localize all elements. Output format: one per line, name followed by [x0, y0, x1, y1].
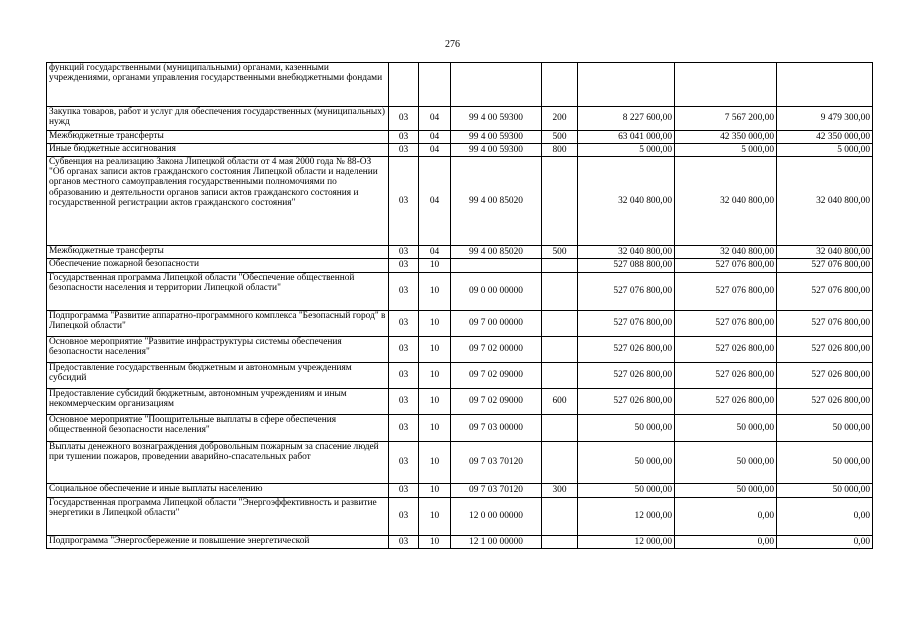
cell-sum-year2: 50 000,00	[675, 484, 777, 498]
cell-name: Межбюджетные трансферты	[47, 131, 389, 144]
table-row	[47, 311, 873, 337]
cell-target-article: 99 4 00 59300	[451, 131, 542, 144]
cell-sum-year1: 50 000,00	[578, 415, 675, 442]
cell-sum-year3: 50 000,00	[777, 442, 873, 484]
cell-sum-year1: 32 040 800,00	[578, 157, 675, 246]
cell-sum-year3: 527 026 800,00	[777, 389, 873, 415]
cell-section: 03	[389, 107, 419, 131]
cell-target-article: 99 4 00 85020	[451, 246, 542, 259]
cell-sum-year2: 527 026 800,00	[675, 363, 777, 389]
cell-sum-year2: 527 026 800,00	[675, 337, 777, 363]
cell-name: Основное мероприятие "Развитие инфраструктуры системы обеспечения безопасности населения"	[47, 337, 389, 363]
cell-sum-year1: 50 000,00	[578, 442, 675, 484]
cell-section: 03	[389, 144, 419, 157]
cell-sum-year2: 32 040 800,00	[675, 157, 777, 246]
cell-expense-type: 600	[542, 389, 578, 415]
cell-sum-year1: 32 040 800,00	[578, 246, 675, 259]
cell-subsection: 04	[419, 246, 451, 259]
cell-section: 03	[389, 131, 419, 144]
cell-name: Иные бюджетные ассигнования	[47, 144, 389, 157]
cell-section: 03	[389, 363, 419, 389]
cell-section: 03	[389, 273, 419, 311]
table-row	[47, 144, 873, 157]
table-row	[47, 498, 873, 536]
cell-expense-type	[542, 259, 578, 273]
cell-section: 03	[389, 415, 419, 442]
cell-sum-year3: 5 000,00	[777, 144, 873, 157]
cell-name: Государственная программа Липецкой области "Обеспечение общественной безопасности населения и территории Липецкой области"	[47, 273, 389, 311]
cell-section: 03	[389, 536, 419, 549]
cell-name: Закупка товаров, работ и услуг для обеспечения государственных (муниципальных) нужд	[47, 107, 389, 131]
cell-expense-type	[542, 536, 578, 549]
cell-section: 03	[389, 246, 419, 259]
cell-section	[389, 63, 419, 107]
table-row	[47, 259, 873, 273]
cell-name: Подпрограмма "Развитие аппаратно-программного комплекса "Безопасный город" в Липецкой области"	[47, 311, 389, 337]
cell-sum-year1: 527 088 800,00	[578, 259, 675, 273]
cell-subsection: 10	[419, 311, 451, 337]
cell-target-article: 09 7 03 70120	[451, 484, 542, 498]
table-row	[47, 536, 873, 549]
table-row	[47, 107, 873, 131]
cell-sum-year1: 12 000,00	[578, 498, 675, 536]
cell-subsection: 10	[419, 498, 451, 536]
cell-sum-year3: 527 076 800,00	[777, 311, 873, 337]
cell-target-article: 09 7 02 09000	[451, 363, 542, 389]
table-row	[47, 484, 873, 498]
cell-subsection: 04	[419, 144, 451, 157]
cell-sum-year2: 0,00	[675, 498, 777, 536]
cell-target-article: 12 1 00 00000	[451, 536, 542, 549]
cell-name: Межбюджетные трансферты	[47, 246, 389, 259]
cell-subsection: 10	[419, 259, 451, 273]
cell-section: 03	[389, 498, 419, 536]
cell-expense-type	[542, 337, 578, 363]
cell-section: 03	[389, 484, 419, 498]
table-row	[47, 415, 873, 442]
cell-name: Основное мероприятие "Поощрительные выплаты в сфере обеспечения общественной безопасности населения"	[47, 415, 389, 442]
cell-sum-year3: 32 040 800,00	[777, 157, 873, 246]
cell-section: 03	[389, 157, 419, 246]
cell-expense-type	[542, 63, 578, 107]
cell-target-article	[451, 63, 542, 107]
cell-name: Субвенция на реализацию Закона Липецкой области от 4 мая 2000 года № 88-ОЗ "Об органах записи актов гражданского состояния Липецкой области и наделении органов местного самоуправления государственными полномочиями по образованию и деятельности органов записи актов гражданского состояния и государственной регистрации актов гражданского состояния"	[47, 157, 389, 246]
cell-name: функций государственными (муниципальными) органами, казенными учреждениями, органами управления государственными внебюджетными фондами	[47, 63, 389, 107]
cell-section: 03	[389, 337, 419, 363]
cell-expense-type: 500	[542, 246, 578, 259]
cell-subsection: 10	[419, 536, 451, 549]
cell-expense-type	[542, 157, 578, 246]
cell-section: 03	[389, 311, 419, 337]
cell-sum-year3: 9 479 300,00	[777, 107, 873, 131]
cell-target-article: 99 4 00 85020	[451, 157, 542, 246]
cell-target-article: 99 4 00 59300	[451, 144, 542, 157]
cell-sum-year2: 0,00	[675, 536, 777, 549]
table-row	[47, 246, 873, 259]
cell-sum-year3: 42 350 000,00	[777, 131, 873, 144]
cell-expense-type	[542, 363, 578, 389]
cell-section: 03	[389, 442, 419, 484]
table-row	[47, 337, 873, 363]
cell-expense-type: 300	[542, 484, 578, 498]
cell-name: Выплаты денежного вознаграждения добровольным пожарным за спасение людей при тушении пожаров, проведении аварийно-спасательных работ	[47, 442, 389, 484]
cell-expense-type	[542, 273, 578, 311]
cell-sum-year3: 32 040 800,00	[777, 246, 873, 259]
cell-target-article	[451, 259, 542, 273]
cell-sum-year1: 8 227 600,00	[578, 107, 675, 131]
cell-sum-year1: 50 000,00	[578, 484, 675, 498]
cell-target-article: 99 4 00 59300	[451, 107, 542, 131]
cell-subsection: 04	[419, 157, 451, 246]
cell-name: Обеспечение пожарной безопасности	[47, 259, 389, 273]
cell-expense-type: 800	[542, 144, 578, 157]
cell-sum-year3: 50 000,00	[777, 415, 873, 442]
cell-sum-year1: 527 076 800,00	[578, 273, 675, 311]
cell-sum-year2: 42 350 000,00	[675, 131, 777, 144]
budget-table-body	[47, 63, 873, 549]
cell-sum-year2: 7 567 200,00	[675, 107, 777, 131]
cell-section: 03	[389, 259, 419, 273]
cell-expense-type	[542, 442, 578, 484]
cell-sum-year3: 0,00	[777, 498, 873, 536]
table-row	[47, 157, 873, 246]
table-row	[47, 389, 873, 415]
budget-table	[46, 62, 873, 549]
cell-subsection: 10	[419, 337, 451, 363]
table-row	[47, 442, 873, 484]
table-row	[47, 273, 873, 311]
cell-sum-year2: 50 000,00	[675, 442, 777, 484]
cell-subsection: 10	[419, 363, 451, 389]
cell-sum-year1: 63 041 000,00	[578, 131, 675, 144]
page-number: 276	[445, 39, 460, 50]
cell-sum-year1: 527 026 800,00	[578, 337, 675, 363]
cell-sum-year2: 527 076 800,00	[675, 259, 777, 273]
table-row	[47, 63, 873, 107]
cell-sum-year1: 527 076 800,00	[578, 311, 675, 337]
cell-sum-year2: 50 000,00	[675, 415, 777, 442]
cell-sum-year1: 5 000,00	[578, 144, 675, 157]
cell-name: Государственная программа Липецкой области "Энергоэффективность и развитие энергетики в Липецкой области"	[47, 498, 389, 536]
cell-sum-year2: 527 076 800,00	[675, 273, 777, 311]
cell-sum-year2: 5 000,00	[675, 144, 777, 157]
cell-name: Социальное обеспечение и иные выплаты населению	[47, 484, 389, 498]
cell-sum-year3: 0,00	[777, 536, 873, 549]
cell-subsection: 04	[419, 131, 451, 144]
cell-sum-year2	[675, 63, 777, 107]
cell-subsection: 10	[419, 273, 451, 311]
cell-target-article: 09 0 00 00000	[451, 273, 542, 311]
table-row	[47, 363, 873, 389]
cell-expense-type: 500	[542, 131, 578, 144]
cell-target-article: 09 7 03 70120	[451, 442, 542, 484]
cell-sum-year1: 527 026 800,00	[578, 389, 675, 415]
cell-sum-year1: 12 000,00	[578, 536, 675, 549]
cell-subsection	[419, 63, 451, 107]
cell-target-article: 09 7 02 09000	[451, 389, 542, 415]
cell-name: Предоставление государственным бюджетным и автономным учреждениям субсидий	[47, 363, 389, 389]
cell-sum-year3: 527 076 800,00	[777, 273, 873, 311]
table-row	[47, 131, 873, 144]
cell-target-article: 09 7 02 00000	[451, 337, 542, 363]
cell-sum-year1: 527 026 800,00	[578, 363, 675, 389]
cell-sum-year3: 50 000,00	[777, 484, 873, 498]
cell-section: 03	[389, 389, 419, 415]
cell-sum-year3: 527 076 800,00	[777, 259, 873, 273]
cell-target-article: 12 0 00 00000	[451, 498, 542, 536]
cell-sum-year3	[777, 63, 873, 107]
cell-target-article: 09 7 03 00000	[451, 415, 542, 442]
cell-name: Предоставление субсидий бюджетным, автономным учреждениям и иным некоммерческим организациям	[47, 389, 389, 415]
cell-target-article: 09 7 00 00000	[451, 311, 542, 337]
cell-sum-year2: 32 040 800,00	[675, 246, 777, 259]
cell-sum-year1	[578, 63, 675, 107]
cell-subsection: 10	[419, 389, 451, 415]
cell-subsection: 10	[419, 484, 451, 498]
cell-subsection: 10	[419, 415, 451, 442]
cell-expense-type	[542, 311, 578, 337]
cell-sum-year2: 527 076 800,00	[675, 311, 777, 337]
cell-expense-type: 200	[542, 107, 578, 131]
cell-subsection: 10	[419, 442, 451, 484]
cell-sum-year3: 527 026 800,00	[777, 337, 873, 363]
cell-name: Подпрограмма "Энергосбережение и повышение энергетической	[47, 536, 389, 549]
cell-subsection: 04	[419, 107, 451, 131]
cell-sum-year3: 527 026 800,00	[777, 363, 873, 389]
cell-sum-year2: 527 026 800,00	[675, 389, 777, 415]
cell-expense-type	[542, 415, 578, 442]
cell-expense-type	[542, 498, 578, 536]
